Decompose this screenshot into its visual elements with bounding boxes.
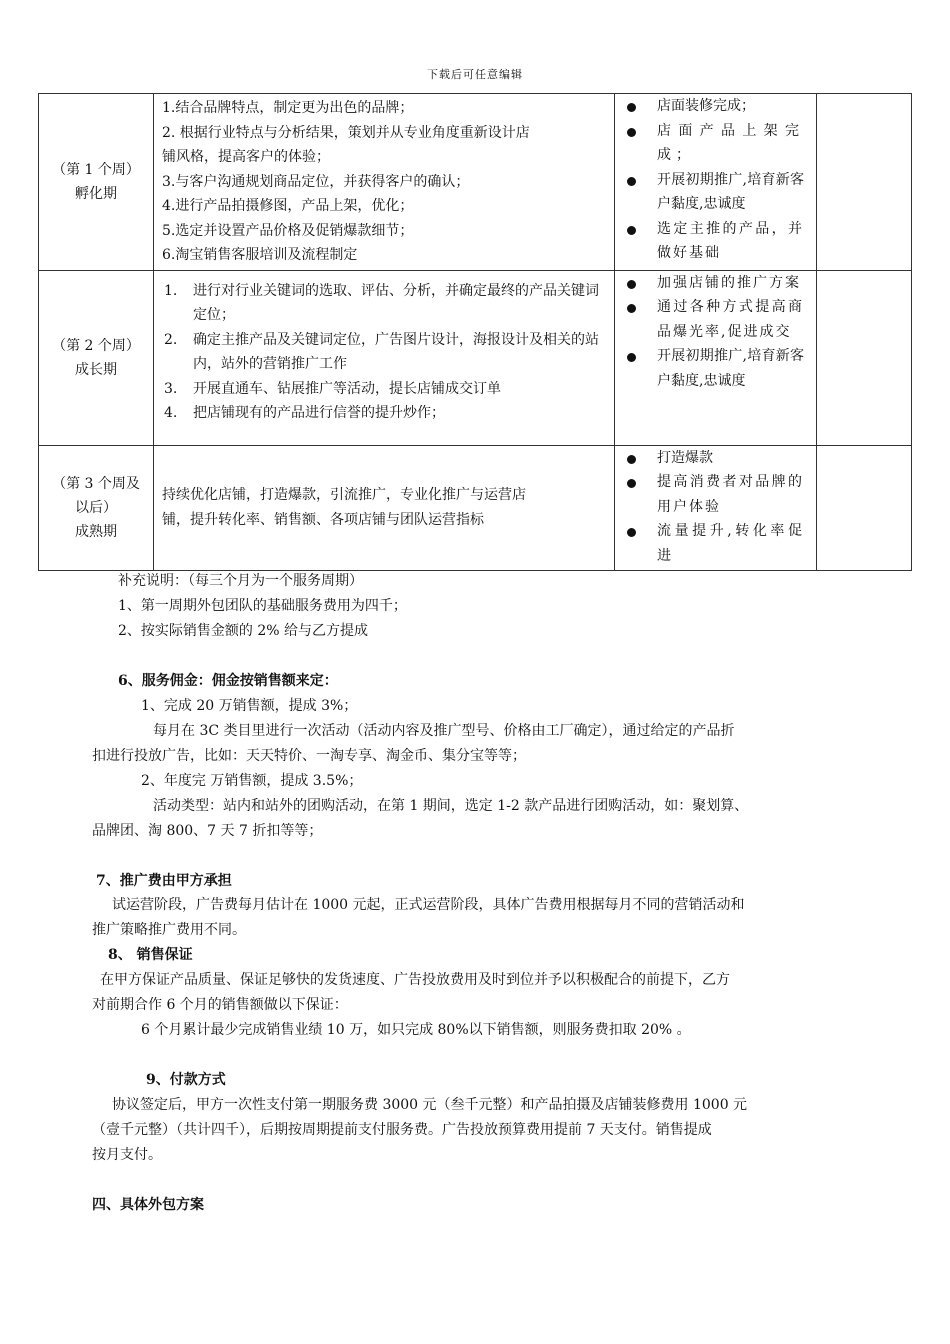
stage-cell (39, 445, 154, 570)
work-cell (154, 445, 615, 570)
bullet-icon (627, 479, 636, 488)
empty-cell (817, 270, 912, 445)
paragraph-line: 1、完成 20 万销售额，提成 3%； (141, 698, 358, 714)
goal-cell (615, 445, 817, 570)
section-heading: 7、推广费由甲方承担 (96, 873, 232, 889)
goal-cell (615, 270, 817, 445)
paragraph-line: （壹千元整）（共计四千），后期按周期提前支付服务费。广告投放预算费用提前 7 天支付。销售提成 (92, 1122, 712, 1138)
work-line: 4.进行产品拍摄修图，产品上架，优化； (162, 198, 414, 214)
work-item: 1. 进行对行业关键词的选取、评估、分析，并确定最终的产品关键词定位； (164, 282, 599, 323)
work-line: 5.选定并设置产品价格及促销爆款细节； (162, 222, 414, 239)
bullet-icon (627, 128, 636, 137)
bullet-icon (627, 177, 636, 186)
note-line: 2、按实际销售金额的 2% 给与乙方提成 (118, 623, 369, 639)
paragraph-line: 在甲方保证产品质量、保证足够快的发货速度、广告投放费用及时到位并予以积极配合的前提下，乙方 (100, 972, 730, 988)
table-row (39, 270, 912, 445)
goal-item: 店面装修完成； (625, 94, 804, 119)
work-item: 3. 开展直通车、钻展推广等活动，提长店铺成交订单 (164, 380, 501, 397)
bullet-icon (627, 226, 636, 235)
stage-name: 成熟期 (75, 523, 117, 540)
work-line: 1.结合品牌特点，制定更为出色的品牌； (162, 100, 414, 116)
goal-cell (615, 94, 817, 271)
section-heading: 8、 销售保证 (108, 947, 193, 963)
goal-item: 选定主推的产品，并做好基础 (625, 217, 804, 266)
stage-period: 以后） (75, 499, 117, 516)
paragraph-line: 6 个月累计最少完成销售业绩 10 万，如只完成 80%以下销售额，则服务费扣取 20% 。 (141, 1022, 691, 1038)
table-row (39, 445, 912, 570)
section-heading: 6、服务佣金：佣金按销售额来定： (118, 673, 338, 689)
empty-cell (817, 94, 912, 271)
goal-item: 加强店铺的推广方案 (625, 271, 804, 296)
paragraph-line: 2、年度完 万销售额，提成 3.5%； (141, 773, 363, 789)
table-row (39, 94, 912, 271)
stage-name: 孵化期 (75, 185, 117, 202)
stage-period: （第 3 个周及 (52, 475, 140, 492)
work-line: 2. 根据行业特点与分析结果，策划并从专业角度重新设计店 (162, 124, 530, 141)
note-line: 1、第一周期外包团队的基础服务费用为四千； (118, 598, 407, 614)
paragraph-line: 协议签定后，甲方一次性支付第一期服务费 3000 元（叁千元整）和产品拍摄及店铺装修费用 1000 元 (112, 1097, 748, 1113)
service-plan-table (38, 93, 912, 571)
work-item: 4. 把店铺现有的产品进行信誉的提升炒作； (164, 405, 445, 421)
goal-item: 开展初期推广,培育新客户黏度,忠诚度 (625, 344, 804, 393)
work-line: 持续优化店铺，打造爆款，引流推广，专业化推广与运营店 (162, 487, 526, 503)
goal-item: 通过各种方式提高商品爆光率,促进成交 (625, 295, 804, 344)
stage-cell (39, 94, 154, 271)
goal-item: 开展初期推广,培育新客户黏度,忠诚度 (625, 168, 804, 217)
work-cell (154, 270, 615, 445)
section-heading: 9、付款方式 (146, 1072, 226, 1088)
work-cell (154, 94, 615, 271)
paragraph-line: 活动类型：站内和站外的团购活动，在第 1 期间，选定 1-2 款产品进行团购活动，如：聚划算、 (153, 798, 749, 814)
bullet-icon (627, 353, 636, 362)
paragraph-line: 扣进行投放广告，比如：天天特价、一淘专享、淘金币、集分宝等等； (92, 748, 526, 764)
bullet-icon (627, 304, 636, 313)
paragraph-line: 推广策略推广费用不同。 (92, 922, 246, 938)
paragraph-line: 品牌团、淘 800、7 天 7 折扣等等； (92, 823, 323, 839)
bullet-icon (627, 103, 636, 112)
paragraph-line: 试运营阶段，广告费每月估计在 1000 元起，正式运营阶段，具体广告费用根据每月不同的营销活动和 (112, 897, 745, 913)
bullet-icon (627, 455, 636, 464)
work-line: 铺，提升转化率、销售额、各项店铺与团队运营指标 (162, 511, 484, 528)
work-line: 3.与客户沟通规划商品定位，并获得客户的确认； (162, 173, 470, 190)
page-header: 下载后可任意编辑 (427, 68, 523, 81)
paragraph-line: 按月支付。 (92, 1147, 162, 1163)
note-title: 补充说明：（每三个月为一个服务周期） (118, 573, 363, 589)
section-heading: 四、具体外包方案 (92, 1197, 204, 1213)
work-line: 铺风格，提高客户的体验； (162, 149, 330, 165)
stage-period: （第 2 个周） (52, 337, 140, 354)
bullet-icon (627, 280, 636, 289)
paragraph-line: 每月在 3C 类目里进行一次活动（活动内容及推广型号、价格由工厂确定），通过给定的产品折 (153, 723, 735, 739)
work-item: 2. 确定主推产品及关键词定位，广告图片设计，海报设计及相关的站内，站外的营销推广工作 (164, 331, 599, 372)
goal-item: 打造爆款 (625, 446, 804, 471)
paragraph-line: 对前期合作 6 个月的销售额做以下保证： (92, 997, 348, 1013)
goal-item: 店面产品上架完成； (625, 119, 804, 168)
bullet-icon (627, 528, 636, 537)
goal-item: 提高消费者对品牌的用户体验 (625, 470, 804, 519)
goal-item: 流量提升,转化率促进 (625, 519, 804, 568)
stage-period: （第 1 个周） (52, 161, 140, 178)
empty-cell (817, 445, 912, 570)
stage-name: 成长期 (75, 361, 117, 378)
work-line: 6.淘宝销售客服培训及流程制定 (162, 247, 358, 263)
stage-cell (39, 270, 154, 445)
